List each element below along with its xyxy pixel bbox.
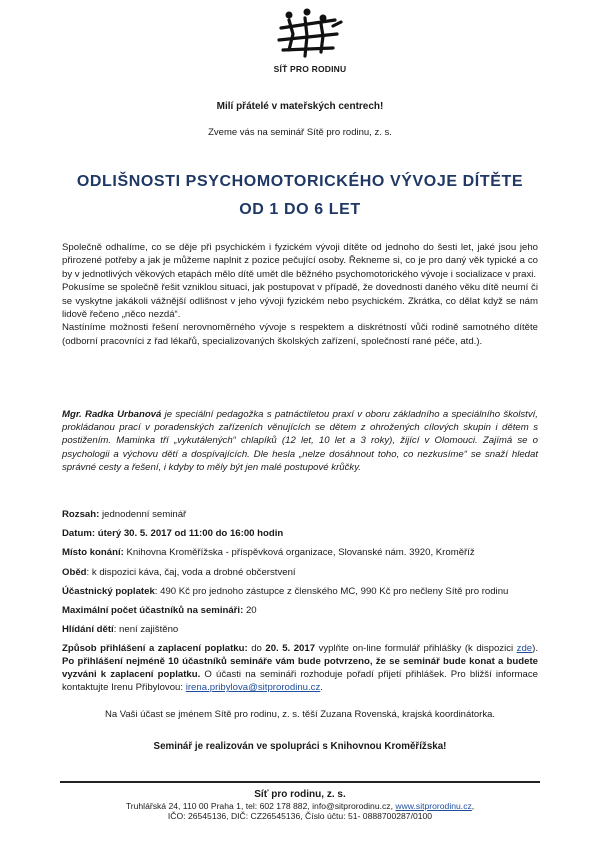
footer-web-link[interactable]: www.sitprorodinu.cz — [395, 801, 472, 811]
footer-divider — [60, 781, 540, 783]
contact-email-link[interactable]: irena.pribylova@sitprorodinu.cz — [185, 682, 321, 694]
lecturer-name: Mgr. Radka Urbanová — [62, 409, 162, 420]
detail-registration — [62, 642, 538, 694]
detail-misto — [62, 546, 538, 559]
detail-datum — [62, 527, 538, 540]
detail-text: . — [320, 682, 323, 694]
detail-value: : není zajištěno — [113, 624, 179, 636]
detail-label: Oběd — [62, 566, 87, 578]
detail-maximum — [62, 604, 538, 617]
confirmation-note: Po přihlášení nejméně 10 účastníků semináře vám bude potvrzeno, že se seminář bude konat a budete vyzváni k zaplacení poplatku. — [62, 656, 538, 681]
logo-text: SÍŤ PRO RODINU — [273, 64, 347, 74]
footer-ids: IČO: 26545136, DIČ: CZ26545136, Číslo účtu: 51- 0888700287/0100 — [167, 811, 433, 822]
registration-deadline: 20. 5. 2017 — [265, 643, 316, 655]
detail-label: Datum: úterý 30. 5. 2017 od 11:00 do 16:00 hodin — [62, 528, 284, 540]
detail-value: Knihovna Kroměřížska - příspěvková organizace, Slovanské nám. 3920, Kroměříž — [123, 547, 475, 559]
footer-punct: , — [471, 801, 475, 811]
family-logo-icon — [275, 6, 345, 62]
detail-poplatek — [62, 585, 538, 598]
seminar-title-line2: OD 1 DO 6 LET — [239, 201, 361, 218]
footer-org-name: Síť pro rodinu, z. s. — [254, 789, 346, 800]
seminar-title-line1: ODLIŠNOSTI PSYCHOMOTORICKÉHO VÝVOJE DÍTĚTE — [76, 173, 524, 190]
intro-paragraph: Společně odhalíme, co se děje při psychickém i fyzickém vývoji dítěte od jednoho do šesti let, jaké jsou jeho přirozené potřeby a jak je můžeme naplnit z pozice pečující osoby. Řekneme si, co je pro daný věk typické a co by v jednotlivých věkových etapách mělo dítě umět dle běžného psychomotorického vývoje i socializace v praxi. — [62, 242, 538, 280]
intro-paragraph: Pokusíme se společně řešit vzniklou situaci, jak postupovat v případě, že dovednosti daného věku dítě neumí či se vyskytne jakákoli vážnější odlišnost v jeho vývoji fyzickém nebo psychickém. Zkrátka, co dělat když se nám lidově řečeno „něco nezdá“. — [62, 282, 538, 321]
detail-value: jednodenní seminář — [99, 509, 187, 520]
detail-value: : k dispozici káva, čaj, voda a drobné občerstvení — [86, 566, 296, 578]
logo — [262, 6, 358, 74]
greeting: Milí přátelé v mateřských centrech! — [216, 101, 384, 112]
detail-label: Maximální počet účastníků na semináři: — [62, 604, 244, 616]
detail-text: ). — [532, 643, 538, 655]
registration-form-link[interactable]: zde — [516, 643, 533, 655]
partner-note: Seminář je realizován ve spolupráci s Knihovnou Kroměřížska! — [153, 741, 447, 752]
detail-label: Rozsah: — [62, 509, 100, 520]
coordinator-note: Na Vaši účast se jménem Sítě pro rodinu, z. s. těší Zuzana Rovenská, krajská koordinátorka. — [104, 709, 496, 720]
intro-paragraph: Nastíníme možnosti řešení nerovnoměrného vývoje s respektem a diskrétností vůči rodině samotného dítěte (odborní pracovníci z řad lékařů, specializovaných školských zařízení, společností rané péče, atd.). — [62, 322, 538, 347]
detail-text: vyplňte on-line formulář přihlášky (k dispozici — [315, 643, 517, 655]
footer-address — [0, 801, 600, 811]
footer — [0, 788, 600, 822]
detail-rozsah — [62, 508, 538, 521]
detail-value: 20 — [243, 604, 257, 616]
detail-label: Hlídání dětí — [62, 624, 114, 636]
invitation: Zveme vás na seminář Sítě pro rodinu, z. s. — [208, 127, 392, 138]
intro-section — [62, 241, 538, 348]
footer-address-text: Truhlářská 24, 110 00 Praha 1, tel: 602 178 882, info@sitprorodinu.cz, — [125, 801, 396, 811]
detail-label: Místo konání: — [62, 547, 124, 559]
seminar-details — [62, 508, 538, 701]
lecturer-description: je speciální pedagožka s patnáctiletou praxí v oboru základního a speciálního školství, prokládanou prací v poradenských zařízeních věnujících se dětem z ohrožených cílových skupin i dětem s postižením. Maminka tří „vykutálených“ chlapíků (12 let, 10 let a 3 roky), žijící v Olomouci. Zajímá se o psychologii a výchovu dětí a dospívajících. Dle hesla „nelze dosáhnout toho, co nezkusíme“ se snaží hledat správné cesty a řešení, i kdyby to měly být jen malé postupové krůčky. — [62, 409, 538, 473]
detail-text: O účasti na semináři rozhoduje pořadí přijetí přihlášek. Pro bližší informace kontaktujte Irenu Přibylovou: — [62, 669, 538, 694]
detail-obed — [62, 566, 538, 579]
lecturer-bio — [62, 408, 538, 474]
detail-value: : 490 Kč pro jednoho zástupce z členského MC, 990 Kč pro nečleny Sítě pro rodinu — [154, 585, 509, 597]
detail-hlidani — [62, 623, 538, 636]
detail-label: Účastnický poplatek — [62, 585, 155, 597]
detail-label: Způsob přihlášení a zaplacení poplatku: — [62, 643, 248, 655]
detail-text: do — [247, 643, 266, 655]
